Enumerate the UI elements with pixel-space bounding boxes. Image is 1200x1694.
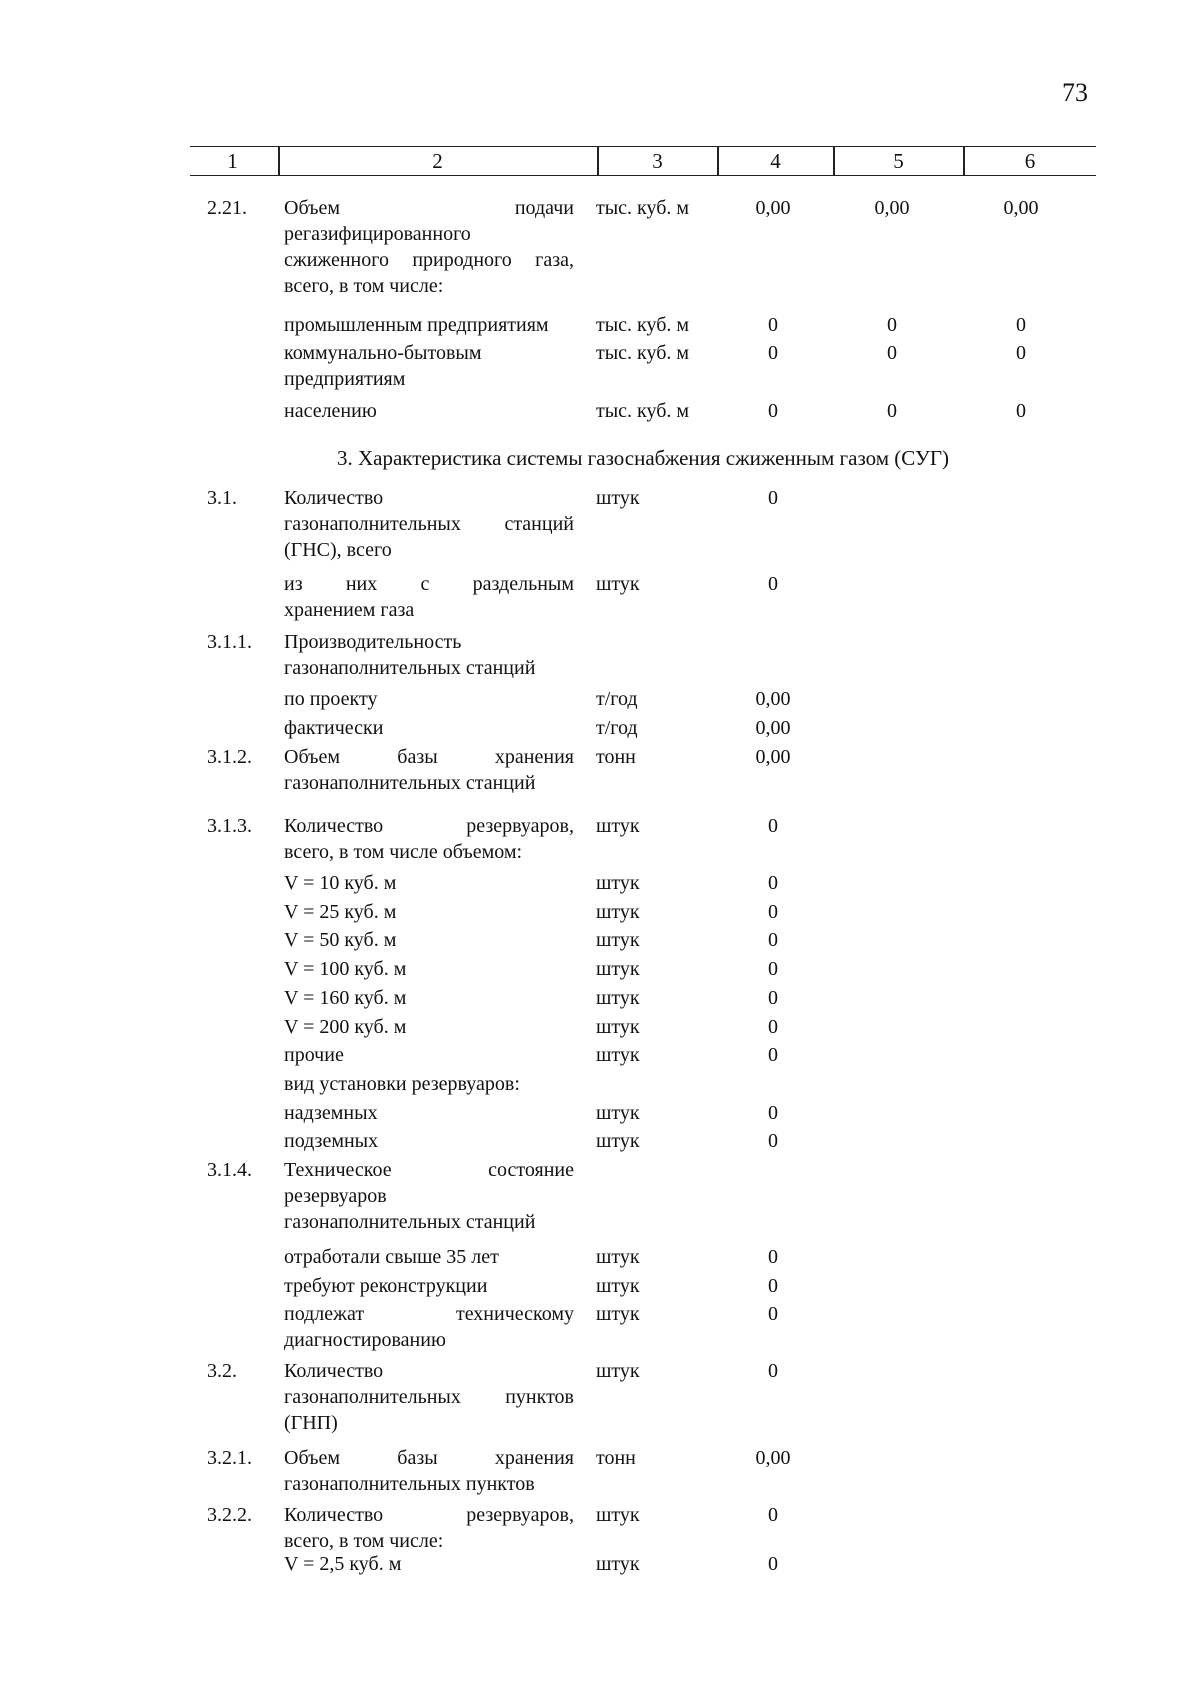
column-separator — [717, 147, 719, 175]
row-unit: штук — [596, 573, 640, 595]
row-label-line: фактически — [284, 717, 384, 739]
row-value-col5: 0,00 — [874, 197, 910, 219]
row-value-col4: 0 — [768, 1044, 778, 1066]
row-value-col4: 0,00 — [755, 688, 791, 710]
row-unit: штук — [596, 1130, 640, 1152]
column-header-6: 6 — [1024, 149, 1036, 173]
row-label-line: промышленным предприятиям — [284, 314, 549, 336]
row-label-line: населению — [284, 400, 377, 422]
row-unit: тонн — [596, 746, 636, 768]
row-unit: штук — [596, 987, 640, 1009]
row-label-line: Объем базы хранения — [284, 1447, 574, 1469]
row-unit: штук — [596, 487, 640, 509]
row-label-line: Объем подачи — [284, 197, 574, 219]
row-code: 3.1.2. — [207, 746, 252, 768]
row-label-line: Объем базы хранения — [284, 746, 574, 768]
row-unit: штук — [596, 901, 640, 923]
row-label-line: газонаполнительных пунктов — [284, 1473, 535, 1495]
row-label-line: газонаполнительных станций — [284, 772, 536, 794]
row-value-col4: 0 — [768, 314, 778, 336]
row-label-line: V = 50 куб. м — [284, 929, 397, 951]
row-code: 3.1.1. — [207, 631, 252, 653]
row-unit: т/год — [596, 717, 638, 739]
row-label-line: вид установки резервуаров: — [284, 1073, 520, 1095]
row-unit: штук — [596, 1504, 640, 1526]
row-code: 2.21. — [207, 197, 247, 219]
row-value-col4: 0,00 — [755, 746, 791, 768]
row-value-col4: 0 — [768, 1016, 778, 1038]
row-value-col4: 0 — [768, 342, 778, 364]
row-unit: тыс. куб. м — [596, 400, 690, 422]
row-unit: тыс. куб. м — [596, 314, 690, 336]
row-value-col4: 0 — [768, 1504, 778, 1526]
row-label-line: резервуаров — [284, 1185, 387, 1207]
row-label-line: Производительность — [284, 631, 462, 653]
row-label-line: газонаполнительных станций — [284, 1211, 536, 1233]
row-value-col4: 0,00 — [755, 717, 791, 739]
row-label-line: всего, в том числе: — [284, 1530, 444, 1552]
row-label-line: требуют реконструкции — [284, 1275, 488, 1297]
row-label-line: Количество — [284, 1360, 384, 1382]
row-unit: штук — [596, 815, 640, 837]
row-label-line: V = 100 куб. м — [284, 958, 407, 980]
row-unit: штук — [596, 1246, 640, 1268]
row-code: 3.2. — [207, 1360, 237, 1382]
row-value-col4: 0 — [768, 400, 778, 422]
column-header-4: 4 — [770, 149, 781, 173]
row-value-col5: 0 — [887, 342, 897, 364]
row-unit: тыс. куб. м — [596, 197, 690, 219]
row-label-line: газонаполнительных станций — [284, 513, 574, 535]
row-label-line: регазифицированного — [284, 223, 471, 245]
row-label-line: Количество — [284, 487, 384, 509]
row-label-line: Количество резервуаров, — [284, 815, 574, 837]
row-unit: штук — [596, 1275, 640, 1297]
row-unit: штук — [596, 1044, 640, 1066]
row-value-col4: 0 — [768, 929, 778, 951]
row-label-line: Количество резервуаров, — [284, 1504, 574, 1526]
row-unit: штук — [596, 1553, 640, 1575]
row-unit: штук — [596, 929, 640, 951]
row-code: 3.2.1. — [207, 1447, 252, 1469]
column-header-3: 3 — [652, 149, 663, 173]
row-label-line: прочие — [284, 1044, 344, 1066]
row-unit: тонн — [596, 1447, 636, 1469]
row-label-line: предприятиям — [284, 368, 406, 390]
row-label-line: подземных — [284, 1130, 379, 1152]
row-label-line: всего, в том числе объемом: — [284, 841, 523, 863]
row-unit: штук — [596, 872, 640, 894]
row-value-col4: 0 — [768, 958, 778, 980]
row-code: 3.1. — [207, 487, 237, 509]
row-code: 3.1.4. — [207, 1159, 252, 1181]
row-label-line: всего, в том числе: — [284, 275, 444, 297]
column-header-5: 5 — [893, 149, 904, 173]
row-value-col6: 0,00 — [1003, 197, 1039, 219]
row-value-col4: 0 — [768, 901, 778, 923]
page-number: 73 — [1062, 78, 1088, 107]
row-label-line: V = 160 куб. м — [284, 987, 407, 1009]
row-unit: штук — [596, 1016, 640, 1038]
column-separator — [963, 147, 965, 175]
section-heading: 3. Характеристика системы газоснабжения сжиженным газом (СУГ) — [336, 446, 949, 470]
row-unit: штук — [596, 1102, 640, 1124]
row-unit: штук — [596, 1360, 640, 1382]
column-separator — [278, 147, 280, 175]
row-label-line: (ГНС), всего — [284, 539, 392, 561]
row-value-col4: 0,00 — [755, 1447, 791, 1469]
row-label-line: газонаполнительных станций — [284, 657, 536, 679]
row-value-col4: 0 — [768, 815, 778, 837]
column-separator — [597, 147, 599, 175]
row-value-col4: 0 — [768, 1303, 778, 1325]
row-label-line: сжиженного природного газа, — [284, 249, 574, 271]
row-unit: штук — [596, 958, 640, 980]
column-header-1: 1 — [227, 149, 238, 173]
row-label-line: хранением газа — [284, 599, 415, 621]
row-value-col4: 0 — [768, 1130, 778, 1152]
column-header-2: 2 — [432, 149, 443, 173]
row-label-line: V = 10 куб. м — [284, 872, 397, 894]
row-value-col4: 0 — [768, 1102, 778, 1124]
row-value-col4: 0 — [768, 1275, 778, 1297]
row-value-col6: 0 — [1016, 314, 1026, 336]
row-unit: тыс. куб. м — [596, 342, 690, 364]
row-label-line: V = 200 куб. м — [284, 1016, 407, 1038]
row-label-line: отработали свыше 35 лет — [284, 1246, 499, 1268]
row-label-line: (ГНП) — [284, 1412, 338, 1434]
row-value-col4: 0 — [768, 573, 778, 595]
row-value-col6: 0 — [1016, 342, 1026, 364]
row-unit: т/год — [596, 688, 638, 710]
row-value-col5: 0 — [887, 400, 897, 422]
row-value-col4: 0,00 — [755, 197, 791, 219]
row-label-line: V = 25 куб. м — [284, 901, 397, 923]
row-label-line: Техническое состояние — [284, 1159, 574, 1181]
row-label-line: надземных — [284, 1102, 378, 1124]
row-label-line: газонаполнительных пунктов — [284, 1386, 574, 1408]
row-value-col4: 0 — [768, 1246, 778, 1268]
row-label-line: из них с раздельным — [284, 573, 574, 595]
row-code: 3.2.2. — [207, 1504, 252, 1526]
row-code: 3.1.3. — [207, 815, 252, 837]
row-value-col5: 0 — [887, 314, 897, 336]
row-value-col6: 0 — [1016, 400, 1026, 422]
column-separator — [833, 147, 835, 175]
row-unit: штук — [596, 1303, 640, 1325]
row-value-col4: 0 — [768, 1360, 778, 1382]
row-value-col4: 0 — [768, 487, 778, 509]
table-header — [190, 146, 1096, 176]
row-value-col4: 0 — [768, 987, 778, 1009]
row-value-col4: 0 — [768, 872, 778, 894]
row-label-line: V = 2,5 куб. м — [284, 1553, 402, 1575]
row-label-line: подлежат техническому — [284, 1303, 574, 1325]
row-label-line: по проекту — [284, 688, 378, 710]
row-label-line: коммунально-бытовым — [284, 342, 482, 364]
row-value-col4: 0 — [768, 1553, 778, 1575]
row-label-line: диагностированию — [284, 1329, 446, 1351]
